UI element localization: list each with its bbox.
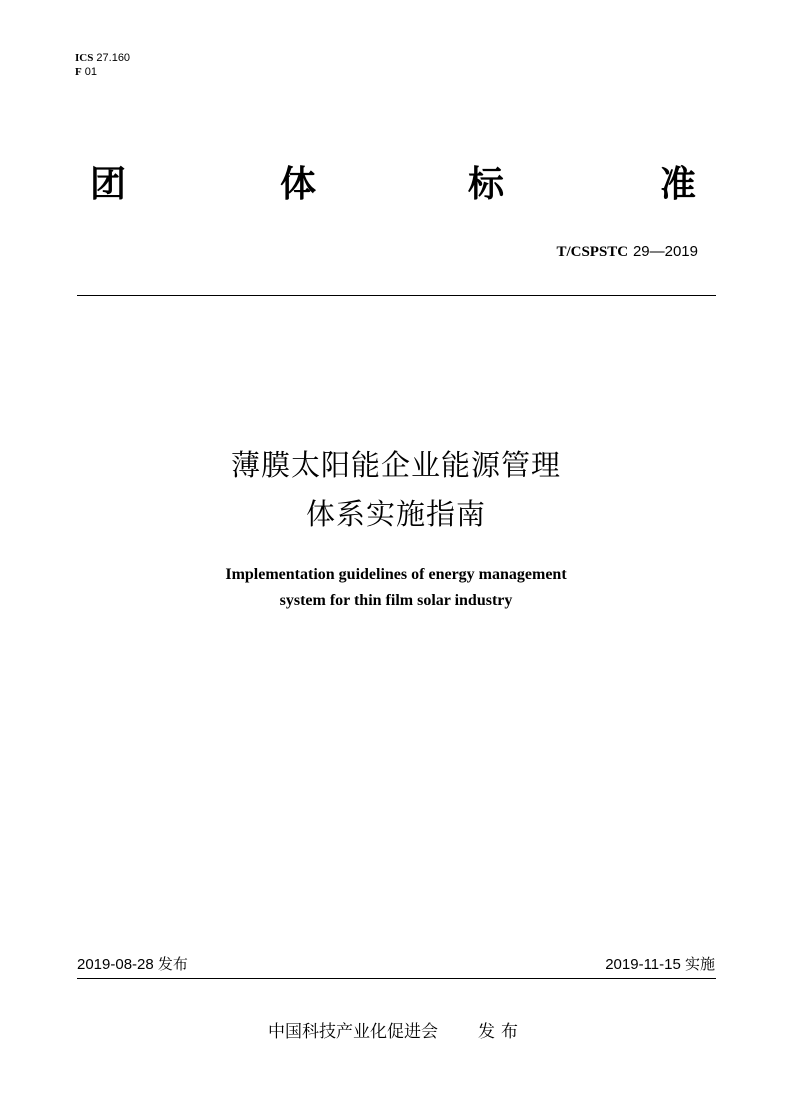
publisher — [0, 1020, 792, 1044]
standard-type-char-1: 团 — [90, 164, 127, 205]
ics-code: 27.160 — [96, 52, 131, 64]
standard-type-char-3: 标 — [468, 164, 505, 205]
standard-type-char-2: 体 — [280, 164, 317, 205]
standard-number — [556, 242, 698, 261]
title-cn-line-2: 体系实施指南 — [305, 497, 486, 531]
header-divider — [77, 295, 716, 296]
title-cn-line-1: 薄膜太阳能企业能源管理 — [230, 448, 561, 482]
publisher-action: 发布 — [478, 1022, 524, 1042]
ccs-classification — [75, 66, 97, 79]
title-en-line-1: Implementation guidelines of energy management — [225, 566, 567, 583]
implement-date: 2019-11-15 实施 — [605, 956, 715, 973]
ccs-label: F — [75, 66, 82, 78]
standard-type-char-4: 准 — [660, 164, 697, 205]
publish-date: 2019-08-28 发布 — [77, 956, 188, 973]
standard-number-value: 29—2019 — [632, 243, 698, 260]
publisher-organization: 中国科技产业化促进会 — [268, 1022, 438, 1042]
ccs-code: 01 — [84, 66, 98, 78]
ics-label: ICS — [75, 52, 94, 64]
footer-divider — [77, 978, 716, 979]
ics-classification — [75, 52, 130, 65]
standard-number-prefix: T/CSPSTC — [556, 244, 629, 260]
title-en-line-2: system for thin film solar industry — [279, 592, 513, 609]
